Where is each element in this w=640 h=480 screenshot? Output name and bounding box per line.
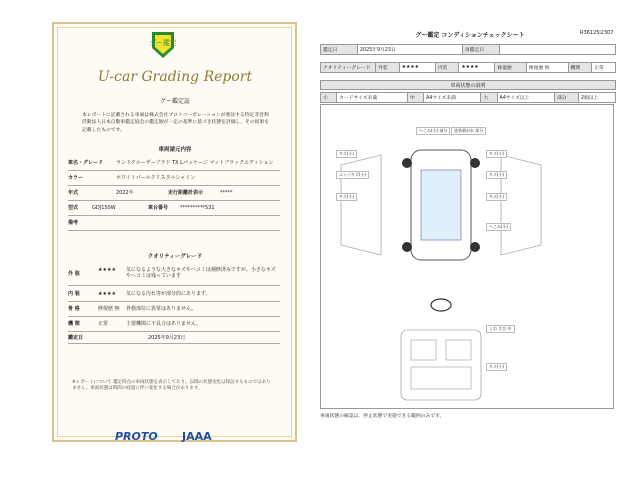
date-row — [68, 333, 280, 344]
row-desc: 主要機関に不具合はありません。 — [126, 321, 202, 327]
legend-value: A4サイズ未満 — [423, 93, 480, 103]
damage-label: へこみ(小) — [486, 223, 511, 231]
grade-key: 修復歴 — [495, 63, 526, 73]
legend-table — [320, 92, 616, 103]
vehicle-section-title: 車両請元内容 — [158, 147, 192, 153]
row-value: GDJ150W — [92, 205, 116, 211]
damage-label: キズ(小) — [486, 150, 507, 158]
legend-value: カードサイズ未満 — [337, 93, 408, 103]
row-key: 車台番号 — [148, 205, 169, 211]
grade-key: 外装 — [376, 63, 400, 73]
row-key: 年式 — [68, 190, 79, 196]
sheet-date-table — [320, 44, 616, 55]
legend-title: 車両状態の説明 — [320, 80, 616, 90]
damage-label: へこみ(小) 部分 — [416, 127, 450, 135]
row-stars: ★★★★ — [98, 267, 116, 273]
damage-label: 塗装剥がれ 部分 — [451, 127, 486, 135]
vehicle-row-color — [68, 171, 280, 186]
legend-key: 中 — [407, 93, 423, 103]
grade-value: 修復歴 無 — [526, 63, 568, 73]
grade-value: 正常 — [592, 63, 616, 73]
report-title: U-car Grading Report — [97, 69, 253, 85]
vehicle-row-notes — [68, 216, 280, 231]
legend-value: A4サイズ以上 — [497, 93, 554, 103]
quality-row-frame — [68, 302, 280, 317]
proto-logo: PROTO — [115, 430, 158, 443]
grade-key: 内装 — [435, 63, 459, 73]
damage-label: エッジキズ(小) — [336, 171, 369, 179]
row-key: 走行距離計表示 — [168, 190, 204, 196]
jaaa-logo: JAAA — [182, 430, 212, 443]
sheet-grade-table — [320, 62, 616, 73]
row-value: ホワイトパールクリスタルシャイン — [116, 175, 196, 181]
certificate-inner-border — [57, 27, 292, 437]
reinspect-label: 再鑑定日 — [463, 45, 500, 55]
row-stars: ★★★★ — [98, 291, 116, 297]
row-key: 外 装 — [68, 271, 80, 277]
vehicle-row-name — [68, 156, 280, 171]
sheet-header: グー鑑定 コンディションチェックシート — [415, 32, 525, 39]
grade-label: クオリティーグレード — [321, 63, 376, 73]
row-value: ランドクルーザープラド TX Lパッケージ マットブラックエディション — [116, 160, 274, 166]
row-key: 骨 格 — [68, 306, 80, 312]
damage-label: キズ(小) — [336, 193, 357, 201]
vehicle-diagram — [320, 104, 614, 409]
legend-key: 大 — [481, 93, 497, 103]
vehicle-row-year — [68, 186, 280, 201]
legend-key: 部分 — [554, 93, 578, 103]
row-key: 型式 — [68, 205, 79, 211]
row-desc: 骨格部位に異常はありません。 — [126, 306, 197, 312]
row-value: **********531 — [180, 205, 215, 211]
row-desc: 気になるような大きなキズやヘコミは補修済みですが、小さなキズやヘコミは残っています — [126, 267, 276, 279]
row-key: 内 装 — [68, 291, 80, 297]
vehicle-outline-svg — [321, 105, 613, 408]
damage-label: キズ(小) — [336, 150, 357, 158]
damage-label: しわ さび 中 — [486, 325, 515, 333]
badge-text: グー鑑定 — [150, 39, 176, 47]
grade-value: ★★★★ — [399, 63, 435, 73]
row-value: 2022年 — [116, 190, 134, 196]
row-stars: 修復歴 無 — [98, 306, 120, 312]
notes-text: ※レポートについて 鑑定時点の車両状態を表示しており、以降の状態変化は保証するものではありません。車両状態は時間の経過に伴い変化する場合があります。 — [72, 380, 271, 392]
row-value: 2025年9月23日 — [148, 335, 186, 341]
report-subtitle: グー鑑定証 — [159, 98, 190, 105]
goo-badge-icon — [150, 30, 176, 60]
date-value: 2025年9月23日 — [358, 45, 463, 55]
legend-key: 小 — [321, 93, 337, 103]
row-stars: 正常 — [98, 321, 109, 327]
grade-value: ★★★★ — [459, 63, 495, 73]
intro-text: 本レポートに記載される車両は株式会社プロトコーポレーションが委託する特定非営利活動法人日本自動車鑑定協会の鑑定師が一定の基準に基づき状態を評価し、その結果を記載したものです。 — [82, 113, 270, 133]
row-key: 備考 — [68, 220, 79, 226]
row-key: カラー — [68, 175, 84, 181]
quality-row-interior — [68, 287, 280, 302]
grade-key: 機関 — [568, 63, 592, 73]
quality-row-engine — [68, 317, 280, 332]
date-label: 鑑定日 — [321, 45, 358, 55]
quality-row-exterior — [68, 265, 280, 286]
quality-section-title: クオリティーグレード — [147, 254, 203, 260]
damage-label: キズ(小) — [486, 193, 507, 201]
vehicle-row-model — [68, 201, 280, 216]
row-key: 鑑定日 — [68, 335, 84, 341]
damage-label: キズ(小) — [486, 171, 507, 179]
row-desc: 気になる汚れ等が部分的にあります。 — [126, 291, 211, 297]
legend-value: 2個以上 — [579, 93, 616, 103]
sheet-ref: R36125i2307 — [580, 30, 614, 36]
reinspect-value — [500, 45, 616, 55]
damage-label: キズ(小) — [486, 363, 507, 371]
row-key: 車名・グレード — [68, 160, 104, 166]
sheet-footnote: 車両状態の確認は、停止状態で実施できる範囲のみです。 — [320, 414, 445, 419]
row-value: ***** — [220, 190, 233, 196]
row-key: 機 関 — [68, 321, 80, 327]
